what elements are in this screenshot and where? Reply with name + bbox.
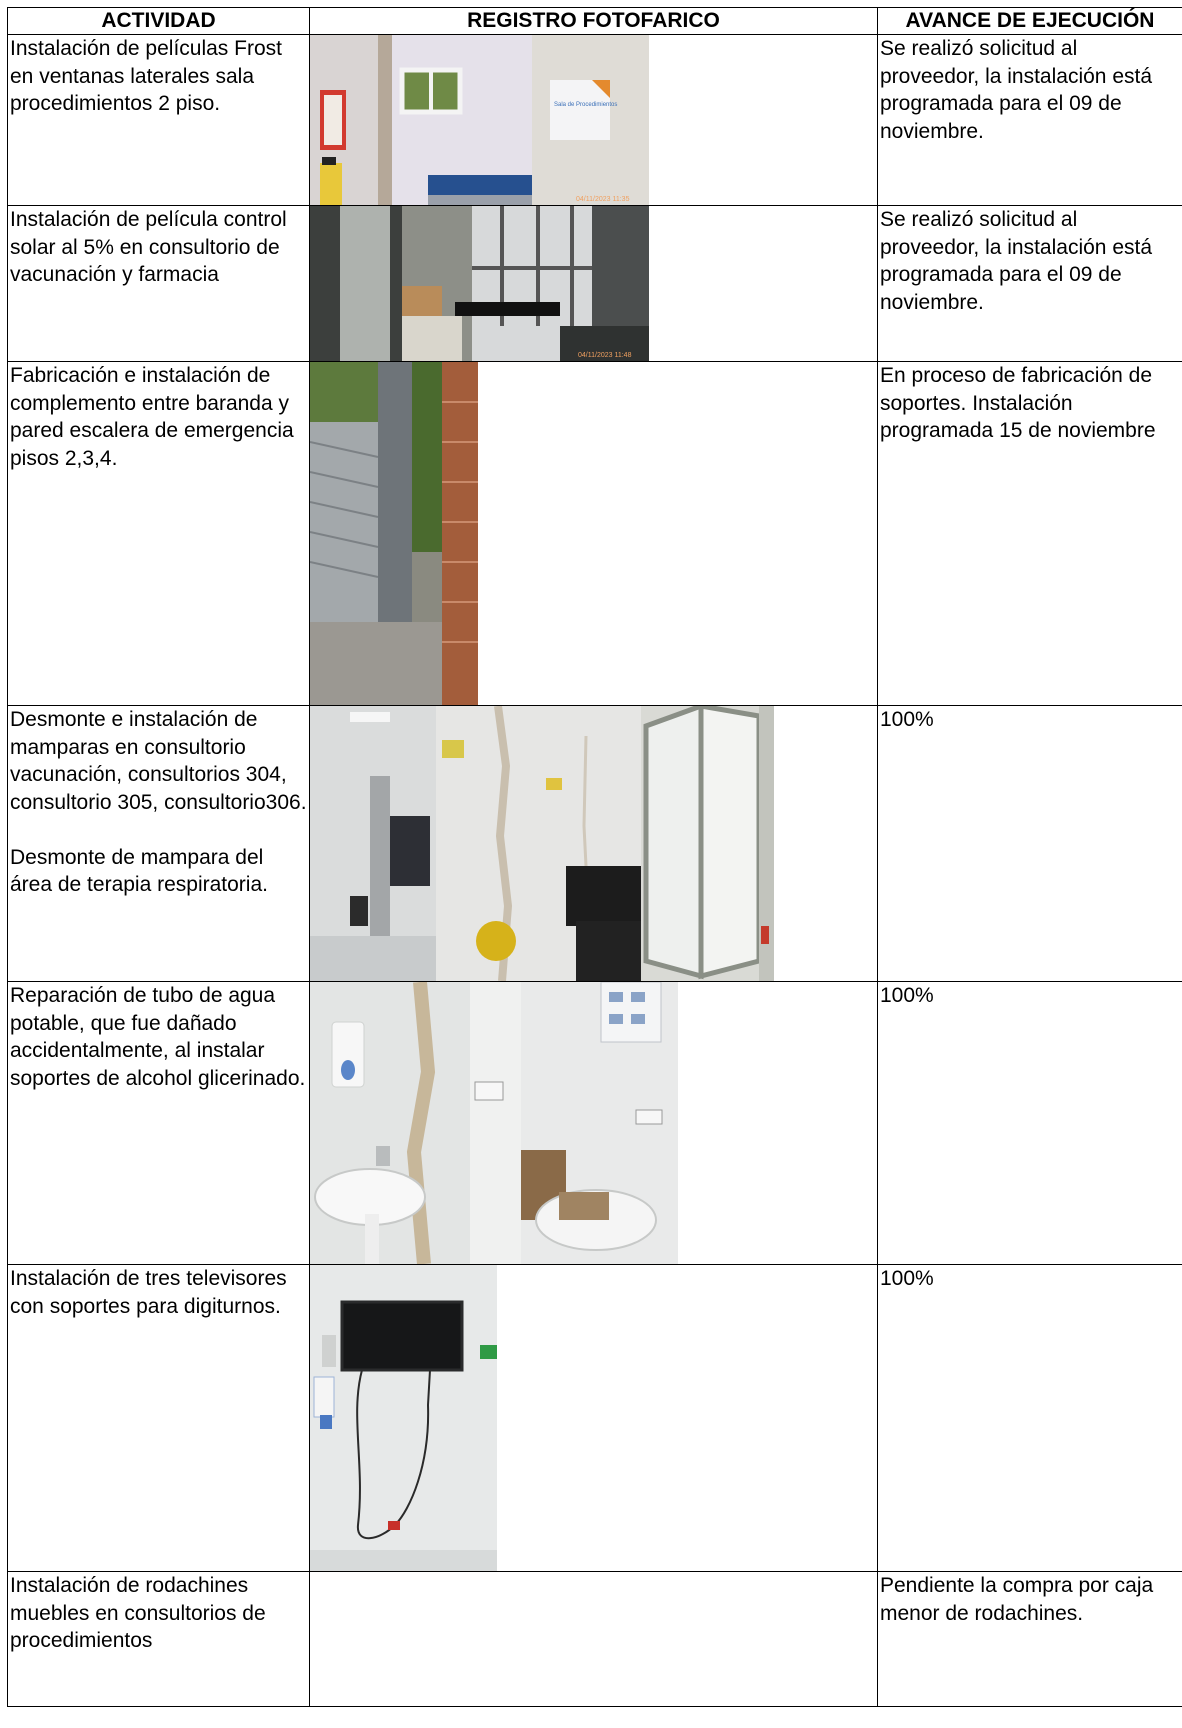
progress-text: En proceso de fabricación de soportes. Instalación programada 15 de noviembre	[880, 364, 1156, 442]
photo-cell	[310, 206, 878, 362]
table-header-row	[8, 8, 1182, 35]
activity-cell	[8, 362, 310, 706]
photo-timestamp: 04/11/2023 11:48	[578, 352, 632, 359]
progress-cell	[878, 35, 1182, 206]
activity-cell	[8, 206, 310, 362]
photo-partition-panel	[641, 706, 774, 981]
table-row	[8, 982, 1182, 1265]
header-progress: AVANCE DE EJECUCIÓN	[878, 8, 1182, 35]
activity-text: Desmonte e instalación de mamparas en consultorio vacunación, consultorios 304, consultorio 305, consultorio306. Desmonte de mampara del área de terapia respiratoria.	[10, 708, 307, 896]
activity-text: Instalación de tres televisores con soportes para digiturnos.	[10, 1267, 287, 1318]
photo-cell	[310, 35, 878, 206]
room-sign-text: Sala de Procedimientos	[554, 102, 618, 108]
photo-timestamp: 04/11/2023 11:35	[576, 196, 630, 203]
activity-cell	[8, 1265, 310, 1572]
photo-emergency-stairs	[310, 362, 478, 705]
photo-sink-wall	[310, 982, 521, 1264]
photo-cell	[310, 706, 878, 982]
activity-cell	[8, 982, 310, 1265]
progress-text: 100%	[880, 708, 934, 731]
table-row	[8, 362, 1182, 706]
progress-text: 100%	[880, 1267, 934, 1290]
photo-wall-repair	[436, 706, 641, 981]
photo-cell	[310, 982, 878, 1265]
progress-cell	[878, 362, 1182, 706]
photo-cell	[310, 1572, 878, 1707]
header-activity: ACTIVIDAD	[8, 8, 310, 35]
activity-text: Reparación de tubo de agua potable, que fue dañado accidentalmente, al instalar soportes de alcohol glicerinado.	[10, 984, 306, 1090]
table-row	[8, 206, 1182, 362]
progress-cell	[878, 982, 1182, 1265]
table-row	[8, 1572, 1182, 1707]
photo-wall-tv	[310, 1265, 497, 1571]
progress-text: Se realizó solicitud al proveedor, la instalación está programada para el 09 de noviembre.	[880, 208, 1153, 314]
progress-text: Pendiente la compra por caja menor de rodachines.	[880, 1574, 1154, 1625]
photo-cell	[310, 1265, 878, 1572]
progress-text: Se realizó solicitud al proveedor, la instalación está programada para el 09 de noviembre.	[880, 37, 1153, 143]
header-photo-record: REGISTRO FOTOFARICO	[310, 8, 878, 35]
activity-cell	[8, 35, 310, 206]
progress-cell	[878, 706, 1182, 982]
activity-text: Instalación de película control solar al 5% en consultorio de vacunación y farmacia	[10, 208, 287, 286]
table-row	[8, 35, 1182, 206]
progress-cell	[878, 206, 1182, 362]
activity-report-table	[7, 7, 1182, 1707]
activity-text: Fabricación e instalación de complemento entre baranda y pared escalera de emergencia pisos 2,3,4.	[10, 364, 294, 470]
progress-cell	[878, 1265, 1182, 1572]
activity-text: Instalación de películas Frost en ventanas laterales sala procedimientos 2 piso.	[10, 37, 282, 115]
activity-cell	[8, 1572, 310, 1707]
photo-procedure-room	[310, 35, 649, 205]
activity-text: Instalación de rodachines muebles en consultorios de procedimientos	[10, 1574, 266, 1652]
table-row	[8, 1265, 1182, 1572]
progress-text: 100%	[880, 984, 934, 1007]
activity-cell	[8, 706, 310, 982]
progress-cell	[878, 1572, 1182, 1707]
photo-sink-repair	[521, 982, 678, 1264]
photo-office-partitions	[310, 706, 436, 981]
photo-cell	[310, 362, 878, 706]
table-row	[8, 706, 1182, 982]
photo-vaccination-office	[310, 206, 649, 361]
